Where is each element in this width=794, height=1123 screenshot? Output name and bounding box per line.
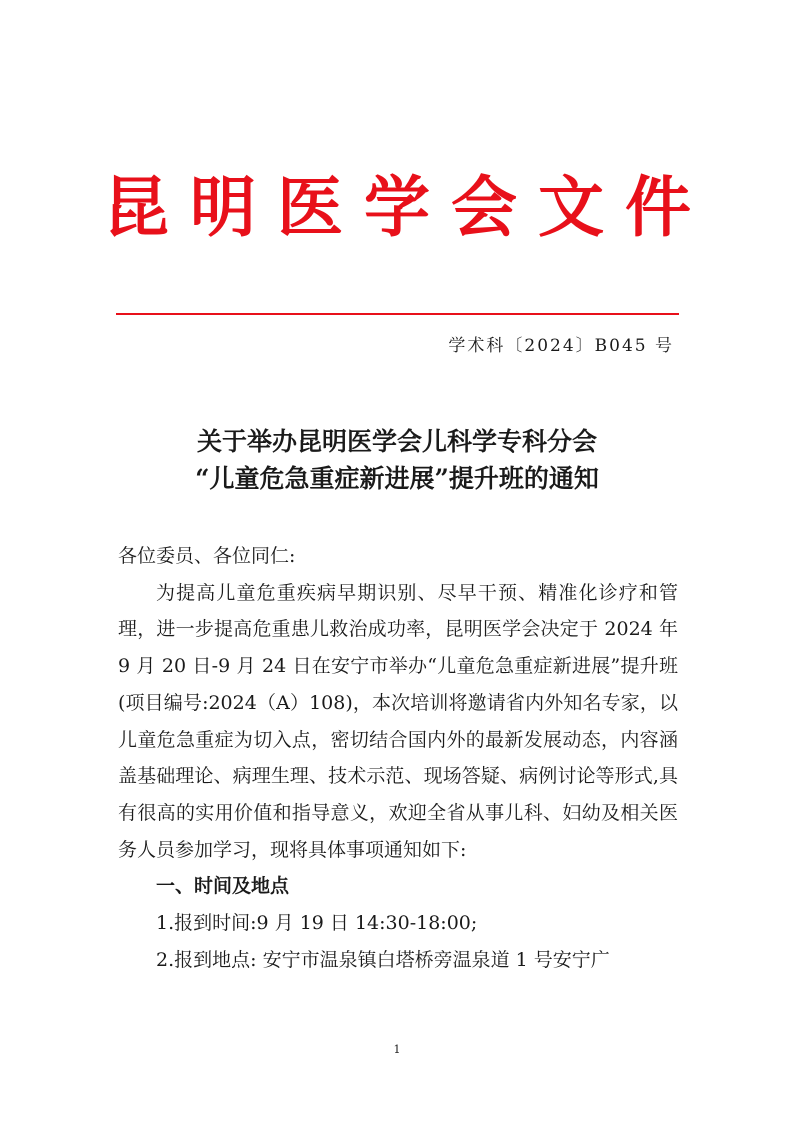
notice-title-line-1: 关于举办昆明医学会儿科学专科分会 — [196, 427, 597, 456]
salutation: 各位委员、各位同仁: — [118, 545, 296, 567]
intro-paragraph: 为提高儿童危重疾病早期识别、尽早干预、精准化诊疗和管理，进一步提高危重患儿救治成功率，昆明医学会决定于 2024 年 9 月 20 日-9 月 24 日在安宁市举办“儿童危急重症新进展”提升班(项目编号:2024（A）108)，本次培训将邀请省内外知名专家，以儿童危急重症为切入点，密切结合国内外的最新发展动态，内容涵盖基础理论、病理生理、技术示范、现场答疑、病例讨论等形式,具有很高的实用价值和指导意义，欢迎全省从事儿科、妇幼及相关医务人员参加学习，现将具体事项通知如下: — [118, 581, 678, 861]
section-heading-time-location: 一、时间及地点 — [156, 875, 290, 898]
notice-title — [0, 423, 794, 497]
notice-title-line-2: “儿童危急重症新进展”提升班的通知 — [195, 464, 599, 493]
document-number: 学术科〔2024〕B045 号 — [448, 336, 674, 356]
page-number: 1 — [393, 1043, 401, 1056]
red-divider-line — [116, 313, 679, 315]
list-item-registration-location: 2.报到地点: 安宁市温泉镇白塔桥旁温泉道 1 号安宁广 — [156, 948, 610, 971]
document-header-title: 昆明医学会文件 — [103, 169, 712, 246]
list-item-registration-time: 1.报到时间:9 月 19 日 14:30-18:00; — [156, 912, 478, 935]
notice-body — [118, 538, 678, 978]
